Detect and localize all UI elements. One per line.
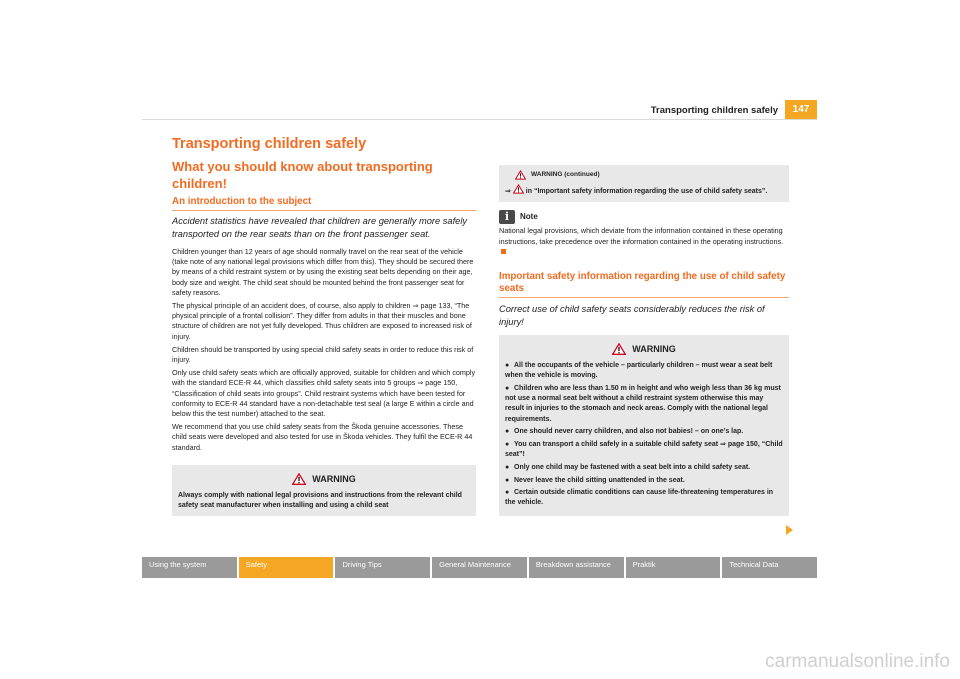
- tab-praktik[interactable]: Praktik: [626, 557, 721, 578]
- note-info-icon: i: [499, 210, 515, 224]
- tab-driving-tips[interactable]: Driving Tips: [335, 557, 430, 578]
- warning-triangle-icon: [292, 473, 306, 485]
- tab-general-maintenance[interactable]: General Maintenance: [432, 557, 527, 578]
- warning-triangle-icon: [515, 170, 526, 180]
- intro-text: Correct use of child safety seats considerably reduces the risk of injury!: [499, 304, 765, 328]
- bullet-item: ● Never leave the child sitting unattended in the seat.: [505, 476, 685, 484]
- paragraph: We recommend that you use child safety seats from the Škoda genuine accessories. These child seats were developed and also tested for use in Škoda vehicles. They fulfil the ECE-R 44 standard.: [172, 422, 473, 452]
- warning-continued-box: [499, 165, 789, 202]
- tab-breakdown-assistance[interactable]: Breakdown assistance: [529, 557, 624, 578]
- left-column: [172, 135, 476, 516]
- tab-technical-data[interactable]: Technical Data: [722, 557, 817, 578]
- warning-continued-text: ⇒ in “Important safety information regarding the use of child safety seats”.: [505, 184, 783, 197]
- page-ref-arrow: ⇒: [505, 188, 511, 196]
- warning-box: [499, 335, 789, 516]
- warning-continued-header: [515, 170, 783, 180]
- chapter-tabs: [142, 557, 817, 578]
- intro-text: Accident statistics have revealed that children are generally more safely transported on the rear seats than on the front passenger seat.: [172, 216, 468, 239]
- continue-arrow-icon: [786, 525, 793, 535]
- warning-text: Always comply with national legal provisions and instructions from the relevant child safety seat manufacturer when installing and using a child seat: [178, 491, 462, 510]
- warning-title: WARNING: [312, 473, 356, 484]
- tab-using-the-system[interactable]: Using the system: [142, 557, 237, 578]
- paragraph: Children younger than 12 years of age should normally travel on the rear seat of the vehicle (take note of any national legal provisions which differ from this). They should be secured there by means of a child restraint system or by using the existing seat belts depending on their age, body size and weight. The child seat should be mounted behind the front passenger seat for safety reasons.: [172, 247, 474, 297]
- section-end-marker: [501, 249, 506, 254]
- warning-title: WARNING: [632, 343, 676, 354]
- paragraph: Children should be transported by using special child safety seats in order to reduce this risk of injury.: [172, 344, 474, 365]
- header-rule: [142, 119, 817, 120]
- section-title: What you should know about transporting children!: [172, 159, 433, 191]
- right-column: [499, 165, 789, 516]
- bullet-item: ● Only one child may be fastened with a seat belt into a child safety seat.: [505, 463, 751, 471]
- warning-header: [505, 343, 783, 355]
- warning-header: [178, 473, 470, 485]
- warning-box: [172, 465, 476, 516]
- paragraph: Only use child safety seats which are officially approved, suitable for children and which comply with the standard ECE-R 44, which classifies child safety seats into 5 groups ⇒ page 150, “Classification of child seats into groups”. Child restraint systems which have been tested for conformity to ECE-R 44 standard have a non-detachable test seal (a large E within a circle and below this the test number) attached to the seat.: [172, 368, 476, 419]
- note-header: [499, 210, 789, 224]
- tab-safety[interactable]: Safety: [239, 557, 334, 578]
- warning-triangle-icon: [513, 184, 524, 194]
- bullet-item: ● Certain outside climatic conditions can cause life-threatening temperatures in the vehicle.: [505, 489, 774, 507]
- bullet-item: ● You can transport a child safely in a suitable child safety seat ⇒ page 150, “Child seat”!: [505, 440, 783, 459]
- subsection-title: An introduction to the subject: [172, 196, 476, 211]
- bullet-item: ● One should never carry children, and also not babies! – on one’s lap.: [505, 428, 744, 436]
- section-title: Important safety information regarding the use of child safety seats: [499, 271, 789, 298]
- warning-continued-title: WARNING (continued): [531, 171, 600, 178]
- watermark: carmanualsonline.info: [765, 651, 950, 672]
- chapter-title: Transporting children safely: [172, 136, 367, 152]
- note-title: Note: [520, 212, 538, 222]
- warning-triangle-icon: [612, 343, 626, 355]
- running-header-title: Transporting children safely: [650, 105, 778, 116]
- paragraph: The physical principle of an accident does, of course, also apply to children ⇒ page 133, “The physical principle of a frontal collision”. They differ from adults in that their muscles and bone structure of children are not yet fully developed. Thus children are exposed to increased risk of injury.: [172, 301, 472, 341]
- page-number: 147: [785, 100, 817, 119]
- bullet-item: ● All the occupants of the vehicle – particularly children – must wear a seat belt when the vehicle is moving.: [505, 362, 773, 380]
- bullet-item: ● Children who are less than 1.50 m in height and who weigh less than 36 kg must not use a normal seat belt without a child restraint system otherwise this may result in injuries to the stomach and neck areas. Comply with the national legal requirements.: [505, 384, 781, 423]
- note-text: National legal provisions, which deviate from the information contained in these operating instructions, take precedence over the information contained in the operating instructions.: [499, 226, 789, 257]
